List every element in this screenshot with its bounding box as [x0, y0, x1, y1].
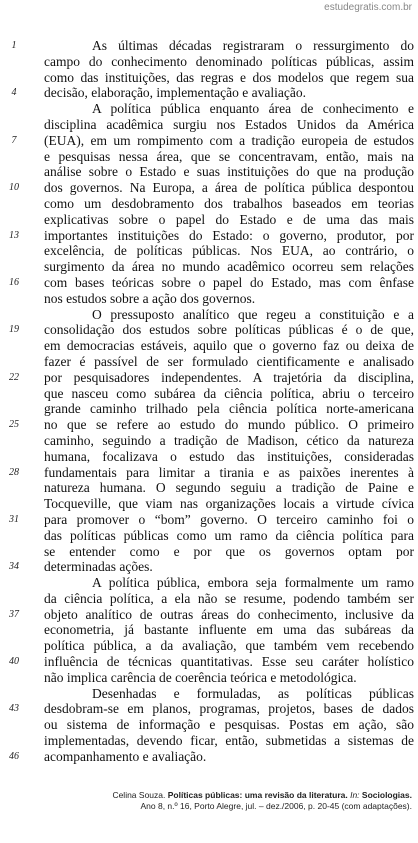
- line-text: objeto analítico de outras áreas do conhecimento, inclusive da: [44, 606, 414, 622]
- text-line: [0, 180, 418, 196]
- text-line: [0, 544, 418, 560]
- line-number: 28: [9, 466, 19, 478]
- line-text: que nasceu como subárea da ciência política, abriu o terceiro: [44, 385, 414, 401]
- line-text: política pública, a da avaliação, que também vem recebendo: [44, 638, 414, 654]
- text-line: [0, 133, 418, 149]
- text-line: [0, 70, 418, 86]
- line-text: grande caminho trilhado pela ciência política norte-americana: [44, 401, 414, 417]
- line-number: 7: [11, 134, 17, 146]
- line-text: da ciência política, a ela não se resume, podendo também ser: [44, 590, 414, 606]
- text-line: [0, 591, 418, 607]
- line-text: acompanhamento e avaliação.: [44, 748, 207, 764]
- text-line: [0, 465, 418, 481]
- text-line: [0, 496, 418, 512]
- text-line: [0, 733, 418, 749]
- text-line: [0, 38, 418, 54]
- line-text: A política pública, embora seja formalmente um ramo: [92, 575, 414, 591]
- line-text: caminho, seguindo a tradição de Madison, cético da natureza: [44, 432, 414, 448]
- line-text: Tocqueville, que viam nas organizações locais a virtude cívica: [44, 496, 414, 512]
- text-line: [0, 85, 418, 101]
- watermark: estudegratis.com.br: [324, 2, 412, 13]
- line-text: com bases teóricas sobre o papel do Estado, mas com ênfase: [44, 274, 414, 290]
- text-line: [0, 575, 418, 591]
- line-text: no que se refere ao estudo do mundo público. O primeiro: [44, 417, 414, 433]
- line-number: 46: [9, 750, 19, 762]
- line-number: 25: [9, 419, 19, 431]
- text-line: [0, 164, 418, 180]
- citation: [40, 790, 412, 812]
- line-text: (EUA), em um rompimento com a tradição europeia de estudos: [44, 132, 414, 148]
- line-number: 13: [9, 229, 19, 241]
- text-line: [0, 307, 418, 323]
- line-text: O pressuposto analítico que regeu a constituição e a: [92, 306, 414, 322]
- text-line: [0, 117, 418, 133]
- line-text: por pesquisadores independentes. A trajetória da disciplina,: [44, 369, 414, 385]
- line-text: surgimento da área no mundo acadêmico ocorreu sem relações: [44, 259, 414, 275]
- line-text: ou sistema de informação e pesquisas. Postas em ação, são: [44, 717, 414, 733]
- line-text: como um desdobramento dos trabalhos baseados em teorias: [44, 195, 414, 211]
- line-text: explicativas sobre o papel do Estado e de uma das mais: [44, 211, 414, 227]
- line-number: 4: [11, 87, 17, 99]
- text-line: [0, 417, 418, 433]
- line-text: econometria, já bastante influente em uma das subáreas da: [44, 622, 414, 638]
- text-line: [0, 654, 418, 670]
- line-number: 16: [9, 276, 19, 288]
- line-number: 19: [9, 324, 19, 336]
- line-text: e pesquisas nessa área, que se concentravam, então, mais na: [44, 148, 414, 164]
- text-line: [0, 622, 418, 638]
- line-text: influência de técnicas quantitativas. Esse seu caráter holístico: [44, 654, 414, 670]
- line-text: consolidação dos estudos sobre políticas públicas é o de que,: [44, 322, 414, 338]
- text-line: [0, 512, 418, 528]
- line-text: desdobram-se em planos, programas, projetos, bases de dados: [44, 701, 414, 717]
- text-line: [0, 670, 418, 686]
- text-line: [0, 354, 418, 370]
- line-number: 31: [9, 513, 19, 525]
- text-line: [0, 433, 418, 449]
- line-text: em democracias estáveis, aquilo que o governo faz ou deixa de: [44, 338, 414, 354]
- text-line: [0, 370, 418, 386]
- citation-title: Políticas públicas: uma revisão da literatura.: [167, 790, 348, 800]
- text-line: [0, 386, 418, 402]
- text-line: [0, 54, 418, 70]
- line-text: se entender como e por que os governos optam por: [44, 543, 414, 559]
- text-line: [0, 291, 418, 307]
- line-number: 43: [9, 703, 19, 715]
- text-line: [0, 607, 418, 623]
- line-text: implementadas, devendo ficar, então, submetidas a sistemas de: [44, 733, 414, 749]
- line-text: disciplina acadêmica surgiu nos Estados Unidos da América: [44, 116, 414, 132]
- text-line: [0, 559, 418, 575]
- line-text: nos estudos sobre a ação dos governos.: [44, 290, 256, 306]
- line-text: das políticas públicas como um ramo da ciência política para: [44, 527, 414, 543]
- line-text: não implica carência de coerência teórica e metodológica.: [44, 669, 357, 685]
- citation-in-label: In:: [350, 790, 360, 800]
- line-text: fazer é passível de ser formulado cientificamente e analisado: [44, 353, 414, 369]
- text-line: [0, 701, 418, 717]
- citation-author: Celina Souza.: [112, 790, 166, 800]
- text-line: [0, 322, 418, 338]
- line-number: 37: [9, 608, 19, 620]
- text-line: [0, 275, 418, 291]
- line-text: As últimas décadas registraram o ressurgimento do: [92, 38, 414, 53]
- citation-line-1: [40, 790, 412, 801]
- text-line: [0, 449, 418, 465]
- citation-journal: Sociologias.: [361, 790, 412, 800]
- text-line: [0, 480, 418, 496]
- line-number: 22: [9, 371, 19, 383]
- text-line: [0, 401, 418, 417]
- line-text: campo do conhecimento denominado políticas públicas, assim: [44, 53, 414, 69]
- line-text: para promover o “bom” governo. O terceiro caminho foi o: [44, 511, 414, 527]
- text-line: [0, 196, 418, 212]
- text-line: [0, 212, 418, 228]
- line-text: análise sobre o Estado e suas instituições do que na produção: [44, 164, 414, 180]
- line-number: 10: [9, 182, 19, 194]
- text-line: [0, 149, 418, 165]
- citation-line-2: Ano 8, n.º 16, Porto Alegre, jul. – dez./2006, p. 20-45 (com adaptações).: [140, 801, 412, 811]
- line-text: importantes instituições do Estado: o governo, produtor, por: [44, 227, 414, 243]
- text-line: [0, 259, 418, 275]
- line-number: 1: [11, 40, 17, 51]
- line-number: 40: [9, 656, 19, 668]
- text-body: [0, 38, 418, 765]
- line-text: natureza humana. O segundo seguiu a tradição de Paine e: [44, 480, 414, 496]
- text-line: [0, 243, 418, 259]
- line-text: decisão, elaboração, implementação e avaliação.: [44, 85, 306, 101]
- text-line: [0, 338, 418, 354]
- line-text: como das instituições, das regras e dos modelos que regem sua: [44, 69, 414, 85]
- text-line: [0, 749, 418, 765]
- text-line: [0, 101, 418, 117]
- line-number: 34: [9, 561, 19, 573]
- text-line: [0, 228, 418, 244]
- line-text: A política pública enquanto área de conhecimento e: [92, 101, 414, 117]
- text-line: [0, 638, 418, 654]
- line-text: determinadas ações.: [44, 559, 153, 575]
- line-text: fundamentais para limitar a tirania e as paixões inerentes à: [44, 464, 414, 480]
- line-text: dos governos. Na Europa, a área de política pública despontou: [44, 180, 414, 196]
- text-line: [0, 528, 418, 544]
- line-text: Desenhadas e formuladas, as políticas públicas: [92, 685, 414, 701]
- text-line: [0, 717, 418, 733]
- line-text: humana, focalizava o estudo das instituições, consideradas: [44, 448, 414, 464]
- text-line: [0, 686, 418, 702]
- line-text: excelência, de políticas públicas. Nos EUA, ao contrário, o: [44, 243, 414, 259]
